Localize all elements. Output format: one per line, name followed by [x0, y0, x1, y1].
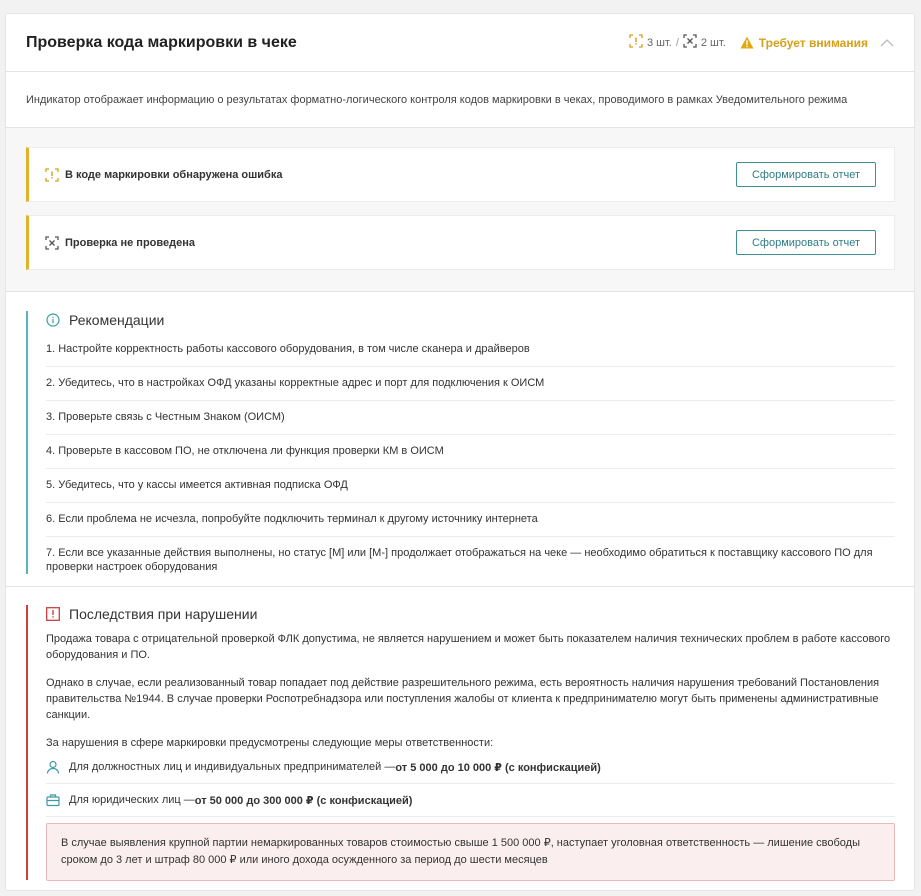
section-divider [6, 586, 914, 587]
status-badge [740, 36, 868, 50]
unchecked-count: 2 шт. [700, 36, 726, 49]
list-item: 5. Убедитесь, что у кассы имеется активная подписка ОФД [46, 469, 895, 503]
consequences-heading [46, 605, 895, 623]
alert-label: В коде маркировки обнаружена ошибка [65, 168, 283, 181]
list-item: 1. Настройте корректность работы кассового оборудования, в том числе сканера и драйверов [46, 333, 895, 367]
alert-error-code [26, 147, 895, 202]
consequences-title: Последствия при нарушении [69, 606, 258, 622]
error-code-icon [45, 168, 59, 182]
error-count: 3 шт. [646, 36, 672, 49]
list-item: 6. Если проблема не исчезла, попробуйте подключить терминал к другому источнику интернета [46, 503, 895, 537]
liability-text: Для юридических лиц — [69, 794, 195, 806]
company-icon [46, 793, 60, 807]
indicator-card [5, 13, 915, 891]
list-item: 4. Проверьте в кассовом ПО, не отключена ли функция проверки КМ в ОИСМ [46, 435, 895, 469]
card-header[interactable] [6, 14, 914, 72]
criminal-liability-notice: В случае выявления крупной партии немаркированных товаров стоимостью свыше 1 500 000 ₽, наступает уголовная ответственность — лишение свободы сроком до 3 лет и штраф 80 000 ₽ или иного дохода осужденного за период до шести месяцев [46, 823, 895, 881]
status-text: Требует внимания [758, 35, 868, 50]
warning-icon [740, 36, 754, 49]
error-code-icon [629, 34, 643, 51]
indicator-description: Индикатор отображает информацию о результатах форматно-логического контроля кодов маркировки в чеках, проводимого в рамках Уведомительного режима [6, 73, 914, 128]
alert-not-checked [26, 215, 895, 270]
list-item: 2. Убедитесь, что в настройках ОФД указаны корректные адрес и порт для подключения к ОИСМ [46, 367, 895, 401]
count-separator: / [675, 36, 679, 49]
consequence-paragraph: За нарушения в сфере маркировки предусмотрены следующие меры ответственности: [46, 737, 494, 749]
liability-individual [46, 751, 895, 784]
liability-amount: от 5 000 до 10 000 ₽ (с конфискацией) [395, 761, 601, 774]
liability-text: Для должностных лиц и индивидуальных предпринимателей — [69, 761, 396, 773]
alert-label: Проверка не проведена [65, 236, 195, 249]
generate-report-button[interactable]: Сформировать отчет [736, 162, 876, 187]
alert-square-icon [46, 607, 60, 621]
liability-legal-entity [46, 784, 895, 817]
page-title: Проверка кода маркировки в чеке [26, 33, 297, 51]
recommendations-heading [46, 311, 895, 329]
consequences-section [26, 605, 895, 880]
list-item: 3. Проверьте связь с Честным Знаком (ОИСМ) [46, 401, 895, 435]
consequence-paragraph: Продажа товара с отрицательной проверкой ФЛК допустима, не является нарушением и может быть показателем наличия технических проблем в работе кассового оборудования и ПО. [46, 633, 891, 661]
unchecked-code-icon [683, 34, 697, 51]
unchecked-code-icon [45, 236, 59, 250]
alerts-section [6, 128, 914, 292]
info-icon [46, 313, 60, 327]
list-item: 7. Если все указанные действия выполнены, но статус [M] или [M-] продолжает отображаться на чеке — необходимо обратиться к поставщику кассового ПО для проверки настроек оборудования [46, 547, 873, 573]
person-icon [46, 760, 60, 774]
liability-amount: от 50 000 до 300 000 ₽ (с конфискацией) [194, 794, 413, 807]
chevron-up-icon[interactable] [880, 38, 894, 47]
recommendations-title: Рекомендации [69, 312, 165, 328]
header-summary [629, 34, 894, 51]
generate-report-button[interactable]: Сформировать отчет [736, 230, 876, 255]
recommendations-section [26, 311, 895, 574]
consequence-paragraph: Однако в случае, если реализованный товар попадает под действие разрешительного режима, есть вероятность наличия нарушения требований Постановления правительства №1944. В случае проверки Роспотребнадзора или поступления жалобы от клиента к предпринимателю могут быть применены административные санкции. [46, 677, 880, 721]
